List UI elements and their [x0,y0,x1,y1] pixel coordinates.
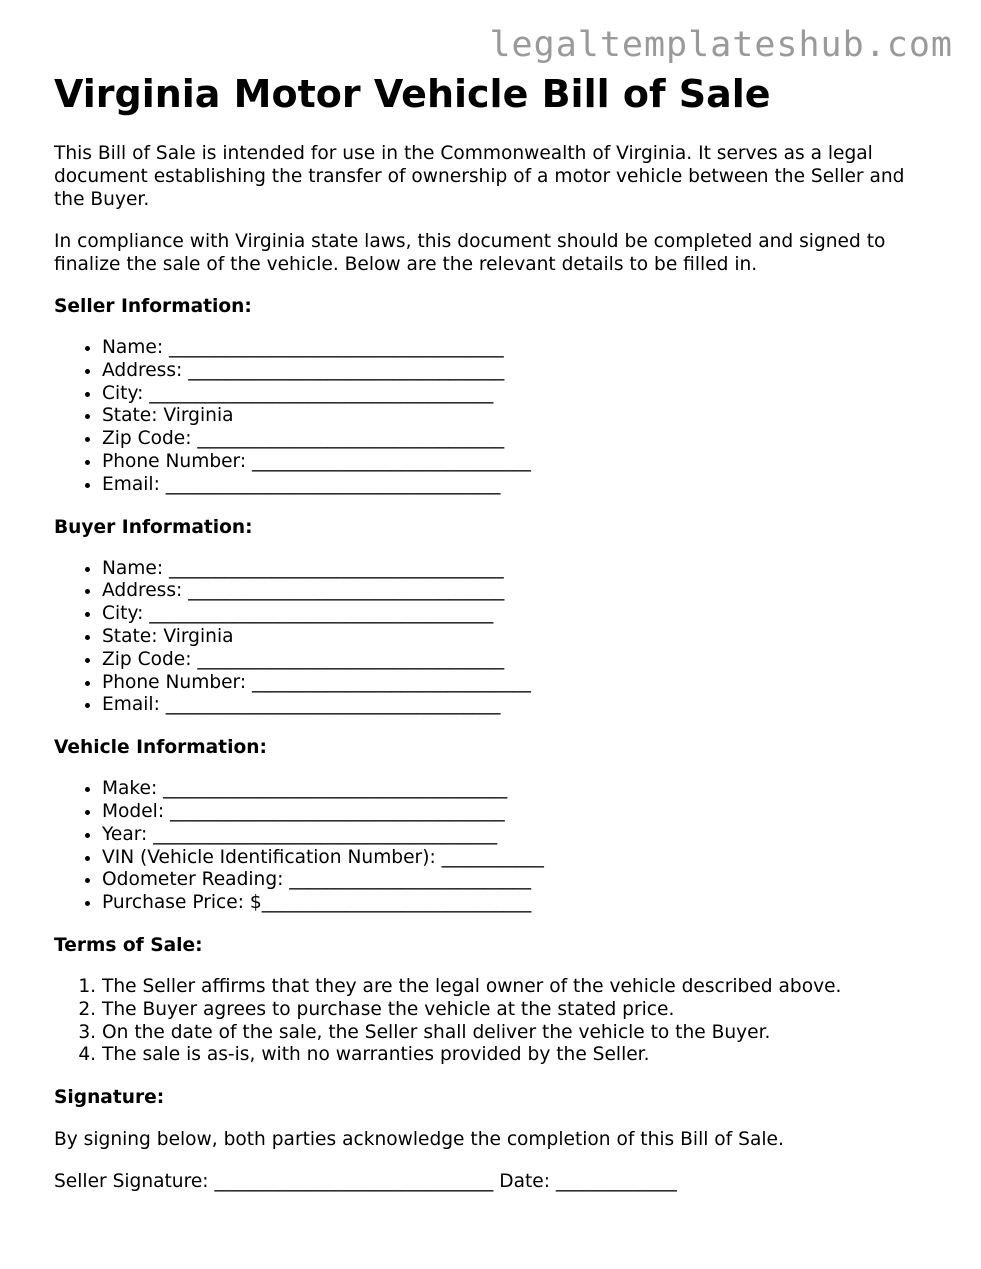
document-title: Virginia Motor Vehicle Bill of Sale [54,72,771,116]
intro-paragraph: This Bill of Sale is intended for use in the Commonwealth of Virginia. It serves as a legal document establishing the transfer of ownership of a motor vehicle between the Seller and the Buyer. [54,143,905,210]
seller-phone-field: • Phone Number: ______________________________ [102,451,934,474]
buyer-address-field: • Address: __________________________________ [102,580,934,603]
buyer-city-field: • City: _____________________________________ [102,603,934,626]
document-page [54,66,934,1193]
seller-zip-field: • Zip Code: _________________________________ [102,428,934,451]
vehicle-make-field: • Make: _____________________________________ [102,778,934,801]
buyer-state-field: • State: Virginia [102,626,934,649]
vehicle-list [54,778,934,915]
seller-email-field: • Email: ____________________________________ [102,474,934,497]
watermark: legaltemplateshub.com [489,25,953,65]
vehicle-odometer-field: • Odometer Reading: __________________________ [102,869,934,892]
buyer-heading: Buyer Information: [54,516,253,538]
seller-heading: Seller Information: [54,296,252,317]
signature-text: By signing below, both parties acknowledge the completion of this Bill of Sale. [54,1129,784,1151]
seller-list [54,337,934,497]
vehicle-year-field: • Year: _____________________________________ [102,824,934,847]
terms-list [54,976,934,1067]
terms-item: 4. The sale is as-is, with no warranties provided by the Seller. [102,1044,934,1067]
buyer-list [54,558,934,718]
terms-heading: Terms of Sale: [54,934,203,956]
buyer-phone-field: • Phone Number: ______________________________ [102,672,934,695]
terms-item: 1. The Seller affirms that they are the legal owner of the vehicle described above. [102,976,934,999]
seller-city-field: • City: _____________________________________ [102,383,934,406]
signature-heading: Signature: [54,1087,165,1109]
terms-item: 3. On the date of the sale, the Seller shall deliver the vehicle to the Buyer. [102,1022,934,1045]
vehicle-heading: Vehicle Information: [54,737,267,759]
vehicle-price-field: • Purchase Price: $_____________________________ [102,892,934,915]
buyer-zip-field: • Zip Code: _________________________________ [102,649,934,672]
buyer-name-field: • Name: ____________________________________ [102,558,934,581]
seller-address-field: • Address: __________________________________ [102,360,934,383]
seller-name-field: • Name: ____________________________________ [102,337,934,360]
buyer-email-field: • Email: ____________________________________ [102,694,934,717]
intro-paragraph: In compliance with Virginia state laws, this document should be completed and signed to finalize the sale of the vehicle. Below are the relevant details to be filled in. [54,231,886,275]
seller-state-field: • State: Virginia [102,405,934,428]
seller-signature-line: Seller Signature: ______________________________ Date: _____________ [54,1171,677,1193]
terms-item: 2. The Buyer agrees to purchase the vehicle at the stated price. [102,999,934,1022]
vehicle-vin-field: • VIN (Vehicle Identification Number): ___________ [102,847,934,870]
vehicle-model-field: • Model: ____________________________________ [102,801,934,824]
